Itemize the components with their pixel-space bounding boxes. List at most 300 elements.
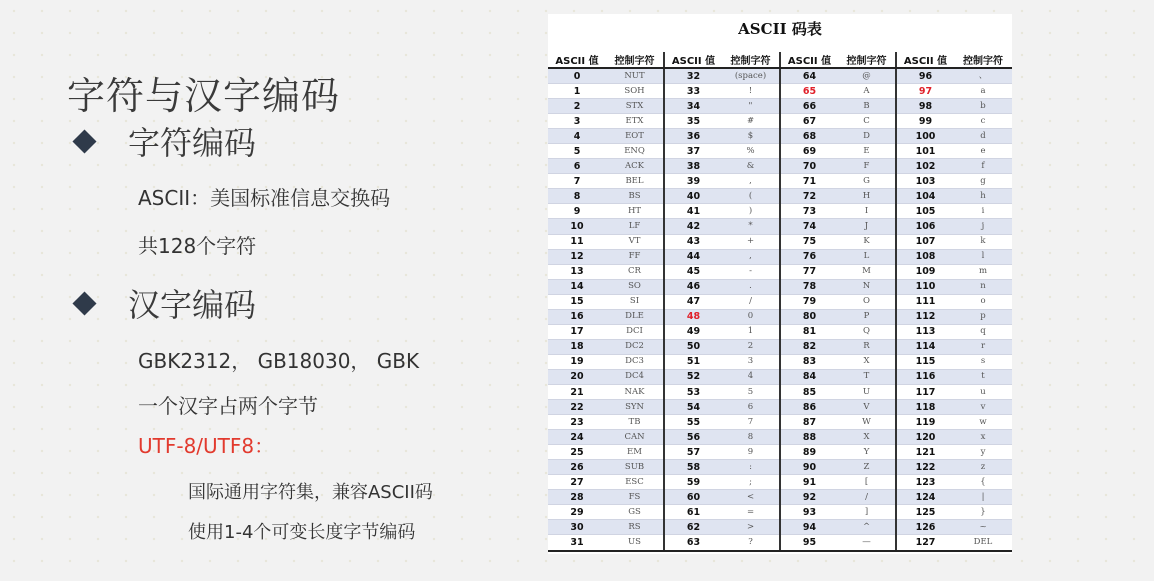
control-char-cell: L [838,249,896,264]
table-row [548,99,1012,114]
control-char-cell: N [838,279,896,294]
ascii-value-cell: 96 [896,68,954,84]
control-char-cell: 9 [722,445,780,460]
chinese-bytes-note: 一个汉字占两个字节 [138,394,318,418]
control-char-cell: O [838,294,896,309]
control-char-cell: g [954,174,1012,189]
control-char-cell: R [838,339,896,354]
control-char-cell: LF [606,219,664,234]
ascii-value-cell: 122 [896,460,954,475]
control-char-cell: SYN [606,400,664,415]
ascii-value-cell: 65 [780,84,838,99]
ascii-value-cell: 62 [664,520,722,535]
control-char-cell: ^ [838,520,896,535]
table-row [548,189,1012,204]
ascii-value-cell: 70 [780,159,838,174]
control-char-cell: VT [606,234,664,249]
ascii-value-cell: 25 [548,445,606,460]
table-row [548,354,1012,369]
ascii-value-cell: 93 [780,505,838,520]
ascii-value-cell: 21 [548,384,606,399]
ascii-value-cell: 46 [664,279,722,294]
ascii-value-cell: 47 [664,294,722,309]
ascii-value-cell: 55 [664,415,722,430]
table-row [548,400,1012,415]
control-char-cell: X [838,430,896,445]
table-row [548,475,1012,490]
ascii-value-cell: 75 [780,234,838,249]
control-char-cell: P [838,309,896,324]
control-char-cell: v [954,400,1012,415]
ascii-value-cell: 66 [780,99,838,114]
ascii-value-cell: 111 [896,294,954,309]
control-char-cell: : [722,460,780,475]
section-title: 字符编码 [128,124,257,162]
control-char-cell: } [954,505,1012,520]
control-char-cell: ~ [954,520,1012,535]
ascii-value-cell: 104 [896,189,954,204]
ascii-value-cell: 28 [548,490,606,505]
ascii-table [548,52,1012,552]
ascii-value-cell: 38 [664,159,722,174]
table-row [548,490,1012,505]
ascii-table-title: ASCII 码表 [738,20,822,38]
ascii-value-cell: 41 [664,204,722,219]
table-row [548,129,1012,144]
ascii-value-cell: 7 [548,174,606,189]
control-char-cell: BS [606,189,664,204]
diamond-bullet-icon [72,129,96,153]
table-row [548,279,1012,294]
ascii-value-cell: 10 [548,219,606,234]
control-char-cell: X [838,354,896,369]
ascii-value-cell: 29 [548,505,606,520]
ascii-value-cell: 16 [548,309,606,324]
control-char-cell: q [954,324,1012,339]
control-char-cell: D [838,129,896,144]
control-char-cell: ) [722,204,780,219]
ascii-value-cell: 6 [548,159,606,174]
ascii-value-cell: 126 [896,520,954,535]
ascii-value-cell: 3 [548,114,606,129]
control-char-cell: c [954,114,1012,129]
ascii-value-cell: 36 [664,129,722,144]
control-char-cell: l [954,249,1012,264]
control-char-cell: / [838,490,896,505]
control-char-cell: FS [606,490,664,505]
slide-title: 字符与汉字编码 [67,74,341,119]
ascii-value-cell: 48 [664,309,722,324]
ascii-value-cell: 69 [780,144,838,159]
control-char-cell: < [722,490,780,505]
table-row [548,445,1012,460]
ascii-value-cell: 124 [896,490,954,505]
control-char-cell: % [722,144,780,159]
control-char-cell: K [838,234,896,249]
table-row [548,520,1012,535]
control-char-cell: DLE [606,309,664,324]
control-char-cell: " [722,99,780,114]
control-char-cell: w [954,415,1012,430]
control-char-cell: V [838,400,896,415]
ascii-value-cell: 84 [780,369,838,384]
control-char-cell: DCI [606,324,664,339]
ascii-value-cell: 67 [780,114,838,129]
control-char-cell: * [722,219,780,234]
ascii-value-cell: 95 [780,535,838,551]
control-char-cell: d [954,129,1012,144]
ascii-value-cell: 57 [664,445,722,460]
ascii-value-cell: 90 [780,460,838,475]
control-char-cell: k [954,234,1012,249]
ascii-value-cell: 85 [780,384,838,399]
utf8-heading: UTF-8/UTF8： [138,434,275,458]
ascii-value-cell: 105 [896,204,954,219]
ascii-value-cell: 115 [896,354,954,369]
control-char-cell: ACK [606,159,664,174]
control-char-cell: 1 [722,324,780,339]
control-char-cell: SUB [606,460,664,475]
header-cell: ASCII 值 [548,52,606,68]
ascii-value-cell: 49 [664,324,722,339]
control-char-cell: HT [606,204,664,219]
control-char-cell: + [722,234,780,249]
ascii-value-cell: 125 [896,505,954,520]
control-char-cell: | [954,490,1012,505]
ascii-count: 共128个字符 [138,234,257,258]
ascii-value-cell: 113 [896,324,954,339]
ascii-value-cell: 71 [780,174,838,189]
ascii-value-cell: 102 [896,159,954,174]
table-row [548,219,1012,234]
ascii-value-cell: 31 [548,535,606,551]
ascii-value-cell: 112 [896,309,954,324]
ascii-value-cell: 76 [780,249,838,264]
section-title: 汉字编码 [128,286,257,324]
control-char-cell: Y [838,445,896,460]
ascii-value-cell: 26 [548,460,606,475]
control-char-cell: @ [838,68,896,84]
control-char-cell: r [954,339,1012,354]
header-cell: 控制字符 [838,52,896,68]
control-char-cell: { [954,475,1012,490]
ascii-value-cell: 100 [896,129,954,144]
table-row [548,430,1012,445]
ascii-value-cell: 4 [548,129,606,144]
control-char-cell: y [954,445,1012,460]
control-char-cell: z [954,460,1012,475]
control-char-cell: EM [606,445,664,460]
control-char-cell: i [954,204,1012,219]
control-char-cell: ! [722,84,780,99]
control-char-cell: b [954,99,1012,114]
ascii-value-cell: 40 [664,189,722,204]
ascii-value-cell: 59 [664,475,722,490]
control-char-cell: . [722,279,780,294]
ascii-value-cell: 43 [664,234,722,249]
control-char-cell: n [954,279,1012,294]
section-character-encoding [72,118,256,164]
ascii-value-cell: 51 [664,354,722,369]
control-char-cell: x [954,430,1012,445]
table-row [548,369,1012,384]
control-char-cell: , [722,249,780,264]
ascii-value-cell: 17 [548,324,606,339]
control-char-cell: STX [606,99,664,114]
control-char-cell: Z [838,460,896,475]
control-char-cell: (space) [722,68,780,84]
ascii-value-cell: 91 [780,475,838,490]
ascii-value-cell: 11 [548,234,606,249]
control-char-cell: t [954,369,1012,384]
ascii-value-cell: 109 [896,264,954,279]
control-char-cell: H [838,189,896,204]
ascii-value-cell: 81 [780,324,838,339]
control-char-cell: > [722,520,780,535]
ascii-value-cell: 54 [664,400,722,415]
control-char-cell: F [838,159,896,174]
control-char-cell: GS [606,505,664,520]
control-char-cell: RS [606,520,664,535]
ascii-value-cell: 0 [548,68,606,84]
control-char-cell: U [838,384,896,399]
ascii-value-cell: 97 [896,84,954,99]
ascii-value-cell: 123 [896,475,954,490]
control-char-cell: A [838,84,896,99]
control-char-cell: 7 [722,415,780,430]
utf8-note-length: 使用1-4个可变长度字节编码 [188,522,416,543]
table-row [548,114,1012,129]
ascii-value-cell: 72 [780,189,838,204]
header-cell: ASCII 值 [896,52,954,68]
ascii-value-cell: 92 [780,490,838,505]
ascii-value-cell: 101 [896,144,954,159]
control-char-cell: TB [606,415,664,430]
ascii-value-cell: 88 [780,430,838,445]
table-row [548,204,1012,219]
ascii-value-cell: 50 [664,339,722,354]
ascii-table-body [548,68,1012,551]
utf8-note-compat: 国际通用字符集，兼容ASCII码 [188,482,433,503]
control-char-cell: EOT [606,129,664,144]
control-char-cell: o [954,294,1012,309]
ascii-value-cell: 33 [664,84,722,99]
ascii-value-cell: 107 [896,234,954,249]
control-char-cell: CR [606,264,664,279]
control-char-cell: DC3 [606,354,664,369]
control-char-cell: ( [722,189,780,204]
control-char-cell: B [838,99,896,114]
control-char-cell: s [954,354,1012,369]
ascii-value-cell: 45 [664,264,722,279]
control-char-cell: DC2 [606,339,664,354]
ascii-value-cell: 114 [896,339,954,354]
table-row [548,535,1012,551]
control-char-cell: ] [838,505,896,520]
control-char-cell: & [722,159,780,174]
control-char-cell: a [954,84,1012,99]
control-char-cell: NAK [606,384,664,399]
ascii-value-cell: 89 [780,445,838,460]
control-char-cell: DC4 [606,369,664,384]
control-char-cell: ETX [606,114,664,129]
control-char-cell: , [722,174,780,189]
ascii-value-cell: 79 [780,294,838,309]
ascii-value-cell: 110 [896,279,954,294]
ascii-value-cell: 119 [896,415,954,430]
header-cell: 控制字符 [954,52,1012,68]
table-row [548,294,1012,309]
header-cell: ASCII 值 [664,52,722,68]
table-row [548,460,1012,475]
ascii-value-cell: 64 [780,68,838,84]
control-char-cell: M [838,264,896,279]
control-char-cell: m [954,264,1012,279]
ascii-value-cell: 116 [896,369,954,384]
ascii-value-cell: 120 [896,430,954,445]
ascii-value-cell: 13 [548,264,606,279]
control-char-cell: SI [606,294,664,309]
control-char-cell: — [838,535,896,551]
ascii-value-cell: 118 [896,400,954,415]
ascii-value-cell: 37 [664,144,722,159]
control-char-cell: 5 [722,384,780,399]
ascii-value-cell: 24 [548,430,606,445]
ascii-value-cell: 73 [780,204,838,219]
table-row [548,264,1012,279]
control-char-cell: $ [722,129,780,144]
header-cell: 控制字符 [606,52,664,68]
ascii-value-cell: 23 [548,415,606,430]
ascii-value-cell: 5 [548,144,606,159]
diamond-bullet-icon [72,291,96,315]
table-row [548,68,1012,84]
ascii-value-cell: 77 [780,264,838,279]
ascii-value-cell: 60 [664,490,722,505]
table-row [548,84,1012,99]
ascii-value-cell: 1 [548,84,606,99]
control-char-cell: BEL [606,174,664,189]
ascii-value-cell: 99 [896,114,954,129]
control-char-cell: E [838,144,896,159]
control-char-cell: G [838,174,896,189]
section-chinese-encoding [72,280,256,326]
ascii-value-cell: 121 [896,445,954,460]
control-char-cell: u [954,384,1012,399]
table-row [548,249,1012,264]
control-char-cell: [ [838,475,896,490]
control-char-cell: T [838,369,896,384]
table-row [548,339,1012,354]
control-char-cell: W [838,415,896,430]
ascii-value-cell: 42 [664,219,722,234]
control-char-cell: CAN [606,430,664,445]
table-row [548,415,1012,430]
ascii-value-cell: 14 [548,279,606,294]
control-char-cell: C [838,114,896,129]
ascii-value-cell: 78 [780,279,838,294]
table-row [548,324,1012,339]
gbk-standards: GBK2312， GB18030， GBK [138,349,420,373]
ascii-value-cell: 106 [896,219,954,234]
ascii-value-cell: 39 [664,174,722,189]
control-char-cell: # [722,114,780,129]
control-char-cell: 6 [722,400,780,415]
table-row [548,505,1012,520]
ascii-value-cell: 30 [548,520,606,535]
ascii-value-cell: 15 [548,294,606,309]
control-char-cell: e [954,144,1012,159]
control-char-cell: = [722,505,780,520]
control-char-cell: f [954,159,1012,174]
ascii-value-cell: 52 [664,369,722,384]
control-char-cell: J [838,219,896,234]
ascii-value-cell: 86 [780,400,838,415]
header-cell: 控制字符 [722,52,780,68]
ascii-value-cell: 74 [780,219,838,234]
ascii-value-cell: 94 [780,520,838,535]
ascii-value-cell: 61 [664,505,722,520]
table-row [548,234,1012,249]
control-char-cell: 、 [954,68,1012,84]
control-char-cell: ; [722,475,780,490]
ascii-value-cell: 53 [664,384,722,399]
table-row [548,174,1012,189]
ascii-value-cell: 82 [780,339,838,354]
ascii-value-cell: 103 [896,174,954,189]
ascii-value-cell: 34 [664,99,722,114]
header-cell: ASCII 值 [780,52,838,68]
ascii-table-image [548,14,1012,554]
ascii-value-cell: 20 [548,369,606,384]
ascii-value-cell: 68 [780,129,838,144]
control-char-cell: 8 [722,430,780,445]
control-char-cell: ENQ [606,144,664,159]
table-row [548,309,1012,324]
ascii-value-cell: 32 [664,68,722,84]
ascii-value-cell: 87 [780,415,838,430]
control-char-cell: h [954,189,1012,204]
ascii-value-cell: 83 [780,354,838,369]
control-char-cell: 0 [722,309,780,324]
ascii-definition: ASCII：美国标准信息交换码 [138,186,391,210]
ascii-value-cell: 22 [548,400,606,415]
ascii-value-cell: 9 [548,204,606,219]
control-char-cell: I [838,204,896,219]
table-row [548,159,1012,174]
ascii-table-header [548,52,1012,68]
ascii-value-cell: 27 [548,475,606,490]
control-char-cell: US [606,535,664,551]
control-char-cell: Q [838,324,896,339]
ascii-value-cell: 19 [548,354,606,369]
ascii-value-cell: 56 [664,430,722,445]
ascii-value-cell: 44 [664,249,722,264]
ascii-value-cell: 80 [780,309,838,324]
control-char-cell: ? [722,535,780,551]
ascii-value-cell: 2 [548,99,606,114]
ascii-value-cell: 18 [548,339,606,354]
control-char-cell: ESC [606,475,664,490]
table-row [548,144,1012,159]
ascii-value-cell: 108 [896,249,954,264]
control-char-cell: p [954,309,1012,324]
control-char-cell: 3 [722,354,780,369]
ascii-value-cell: 35 [664,114,722,129]
ascii-value-cell: 58 [664,460,722,475]
control-char-cell: 2 [722,339,780,354]
control-char-cell: j [954,219,1012,234]
